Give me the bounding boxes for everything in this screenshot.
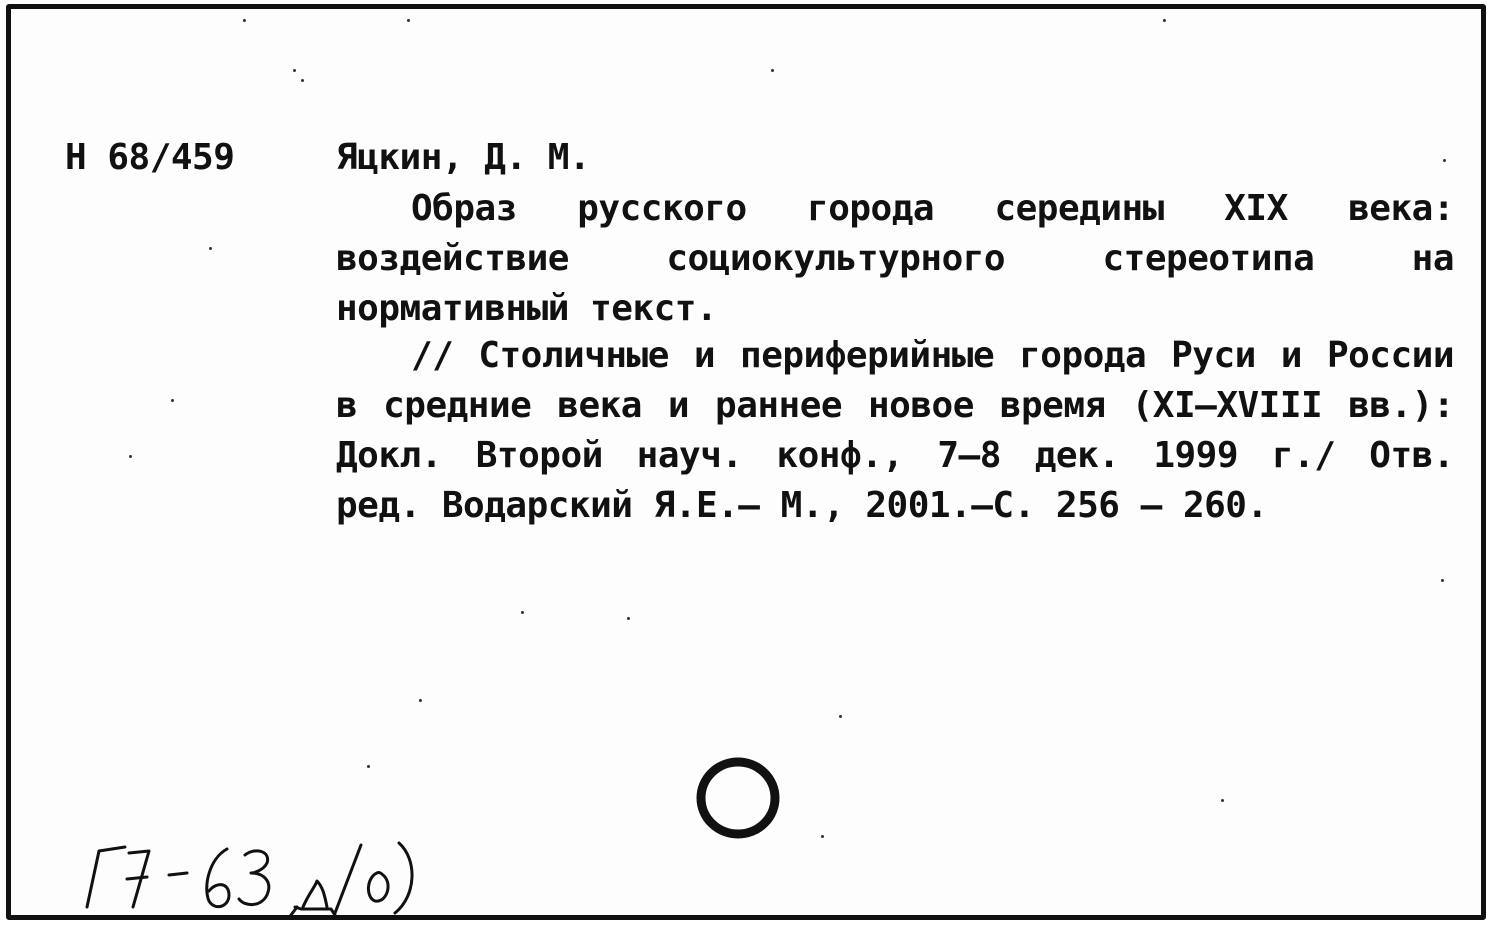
speck — [1221, 799, 1224, 802]
speck — [419, 699, 422, 702]
speck — [821, 835, 824, 838]
speck — [407, 19, 410, 22]
speck — [367, 765, 370, 768]
speck — [209, 247, 212, 250]
speck — [171, 399, 174, 402]
speck — [293, 69, 296, 72]
source-citation: // Столичные и периферийные города Руси и России в средние века и раннее новое время (XI–XVIII вв.): Докл. Второй науч. конф., 7–8 дек. 1999 г./ Отв. ред. Водарский Я.Е.– М., 2001.–С. 256 – 260. — [336, 335, 1454, 526]
speck — [1443, 159, 1446, 162]
call-number: Н 68/459 — [65, 137, 235, 178]
speck — [243, 19, 246, 22]
speck — [1163, 19, 1166, 22]
speck — [1441, 579, 1444, 582]
speck — [301, 79, 304, 82]
speck — [839, 715, 842, 718]
speck — [627, 617, 630, 620]
work-title: Образ русского города середины XIX века: воздействие социокультурного стереотипа на нормативный текст. — [336, 188, 1454, 329]
speck — [129, 455, 132, 458]
speck — [771, 69, 774, 72]
catalog-card — [6, 4, 1486, 920]
handwritten-shelf-mark — [77, 837, 437, 917]
speck — [521, 611, 524, 614]
author-name: Яцкин, Д. М. — [336, 137, 591, 178]
punch-hole-icon — [695, 755, 781, 841]
